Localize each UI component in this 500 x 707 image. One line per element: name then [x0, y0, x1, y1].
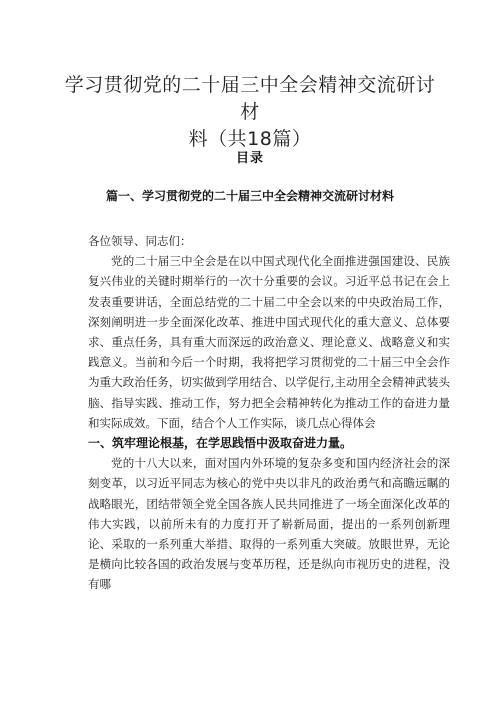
document-title	[60, 72, 440, 153]
title-line-2: 料（共18篇）	[188, 128, 312, 150]
greeting: 各位领导、同志们：	[88, 234, 192, 248]
table-of-contents-label: 目录	[235, 151, 264, 166]
paragraph-2: 党的十八大以来，面对国内外环境的复杂多变和国内经济社会的深刻变革，以习近平同志为核心的党中央以非凡的政治勇气和高瞻远瞩的战略眼光，团结带领全党全国各族人民共同推进了一场全面深化改革的伟大实践，以前所未有的力度打开了崭新局面，提出的一系列创新理论、采取的一系列重大举措、取得的一系列重大突破。放眼世界，无论是横向比较各国的政治发展与变革历程，还是纵向市视历史的进程，没有哪	[88, 456, 450, 592]
document-body	[88, 231, 450, 595]
subheading-1: 一、筑牢理论根基，在学思践悟中汲取奋进力量。	[88, 436, 353, 451]
title-line-1: 学习贯彻党的二十届三中全会精神交流研讨材	[64, 74, 436, 123]
paragraph-1: 党的二十届三中全会是在以中国式现代化全面推进强国建设、民族复兴伟业的关键时期举行的一次十分重要的会议。习近平总书记在会上发表重要讲话，全面总结党的二十届二中全会以来的中央政治局工作，深刻阐明进一步全面深化改革、推进中国式现代化的重大意义、总体要求、重点任务，具有重大而深远的政治意义、理论意义、战略意义和实践意义。当前和今后一个时期，我将把学习贯彻党的二十届三中全会作为重大政治任务，切实做到学用结合、以学促行,主动用全会精神武装头脑、指导实践、推动工作，努力把全会精神转化为推动工作的奋进力量和实际成效。下面，结合个人工作实际，谈几点心得体会	[88, 254, 450, 430]
section-heading: 篇一、学习贯彻党的二十届三中全会精神交流研讨材料	[105, 189, 394, 203]
